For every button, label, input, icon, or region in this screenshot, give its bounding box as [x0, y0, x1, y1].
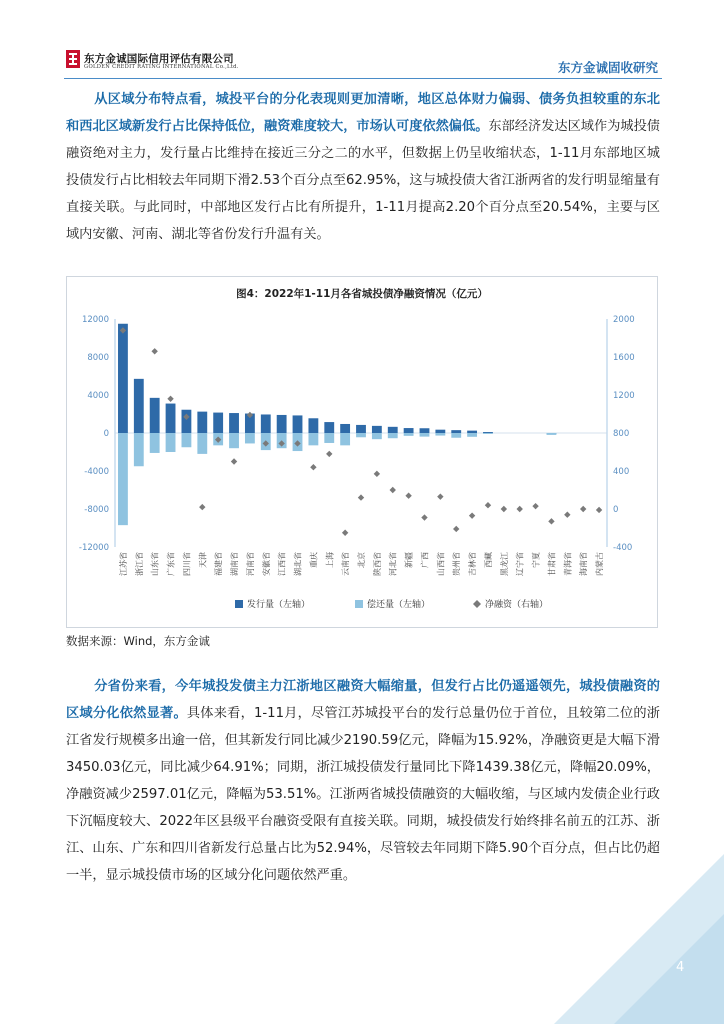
- x-tick-label: 河北省: [388, 552, 398, 576]
- bar-repay: [435, 433, 445, 436]
- page-number: 4: [676, 960, 685, 975]
- x-tick-label: 湖南省: [230, 552, 240, 576]
- bar-repay: [388, 433, 398, 438]
- y-right-tick-label: 1600: [613, 353, 635, 363]
- y-left-tick-label: 0: [103, 429, 109, 439]
- net-financing-point: [326, 451, 332, 457]
- x-tick-label: 陕西省: [372, 552, 382, 576]
- bar-issue: [324, 422, 334, 433]
- bar-repay: [451, 433, 461, 438]
- bar-repay: [134, 433, 144, 466]
- bar-issue: [308, 418, 318, 433]
- bar-repay: [118, 433, 128, 525]
- net-financing-point: [390, 487, 396, 493]
- x-tick-label: 广西: [420, 552, 430, 568]
- x-tick-label: 广东省: [166, 552, 176, 576]
- paragraph2-body: 具体来看，1-11月，尽管江苏城投平台的发行总量仍位于首位，且较第二位的浙江省发行规模多出逾一倍，但其新发行同比减少2190.59亿元，降幅为15.92%，净融资更是大幅下滑3450.03亿元，同比减少64.91%；同期，浙江城投债发行量同比下降1439.38亿元，降幅20.09%，净融资减少2597.01亿元，降幅为53.51%。江浙两省城投债融资的大幅收缩，与区域内发债企业行政下沉幅度较大、2022年区县级平台融资受限有直接关联。同期，城投债发行始终排名前五的江苏、浙江、山东、广东和四川省新发行总量占比为52.94%，尽管较去年同期下降5.90个百分点，但占比仍超一半，显示城投债市场的区域分化问题依然严重。: [66, 706, 660, 883]
- y-left-tick-label: 8000: [87, 353, 109, 363]
- legend-label-net: 净融资（右轴）: [485, 600, 549, 610]
- bar-issue: [451, 430, 461, 433]
- net-financing-point: [151, 348, 157, 354]
- net-financing-point: [199, 504, 205, 510]
- x-tick-label: 重庆: [309, 552, 319, 568]
- y-left-tick-label: -12000: [78, 543, 109, 553]
- x-tick-label: 四川省: [182, 552, 192, 576]
- net-financing-point: [517, 506, 523, 512]
- net-financing-point: [374, 471, 380, 477]
- x-tick-label: 西藏: [483, 552, 493, 568]
- y-right-tick-label: 0: [613, 505, 619, 515]
- x-tick-label: 浙江省: [134, 552, 144, 576]
- bar-issue: [181, 410, 191, 433]
- net-financing-point: [342, 530, 348, 536]
- x-tick-label: 江西省: [277, 552, 287, 576]
- net-financing-point: [532, 503, 538, 509]
- bar-issue: [229, 413, 239, 433]
- bar-issue: [388, 427, 398, 433]
- bar-issue: [197, 412, 207, 433]
- bar-issue: [166, 404, 176, 433]
- y-left-tick-label: 4000: [87, 391, 109, 401]
- y-right-tick-label: 800: [613, 429, 630, 439]
- x-tick-label: 上海: [325, 552, 335, 568]
- bar-repay: [356, 433, 366, 437]
- x-tick-label: 湖北省: [293, 552, 303, 576]
- bar-issue: [356, 425, 366, 433]
- net-financing-point: [564, 512, 570, 518]
- net-financing-point: [580, 506, 586, 512]
- bar-repay: [404, 433, 414, 436]
- source-note: 数据来源：Wind，东方金诚: [66, 634, 210, 648]
- bar-repay: [197, 433, 207, 454]
- bar-issue: [404, 428, 414, 433]
- bar-issue: [420, 428, 430, 433]
- bar-issue: [150, 398, 160, 433]
- net-financing-point: [485, 502, 491, 508]
- legend-label-issue: 发行量（左轴）: [247, 600, 311, 610]
- y-right-tick-label: 1200: [613, 391, 635, 401]
- y-right-tick-label: -400: [613, 543, 633, 553]
- x-tick-label: 天津: [198, 552, 208, 568]
- x-tick-label: 山西省: [436, 552, 446, 576]
- legend-label-repay: 偿还量（左轴）: [367, 600, 431, 610]
- bar-repay: [229, 433, 239, 448]
- company-name-en: GOLDEN CREDIT RATING INTERNATIONAL Co.,Ltd.: [84, 64, 239, 70]
- x-tick-label: 新疆: [404, 552, 414, 568]
- bar-issue: [134, 379, 144, 433]
- x-tick-label: 辽宁省: [515, 552, 525, 576]
- net-financing-point: [421, 514, 427, 520]
- x-tick-label: 安徽省: [261, 552, 271, 576]
- net-financing-point: [596, 507, 602, 513]
- net-financing-point: [405, 493, 411, 499]
- x-tick-label: 青海省: [563, 552, 573, 576]
- net-financing-point: [453, 526, 459, 532]
- bar-issue: [213, 413, 223, 433]
- bar-issue: [118, 324, 128, 433]
- bar-issue: [293, 415, 303, 433]
- x-tick-label: 甘肃省: [547, 552, 557, 576]
- bar-repay: [483, 433, 493, 434]
- bar-issue: [467, 431, 477, 433]
- bar-issue: [340, 424, 350, 433]
- bar-issue: [261, 414, 271, 433]
- paragraph2-highlight: 分省份来看，今年城投发债主力江浙地区融资大幅缩量，但发行占比仍遥遥领先，城投债融资的区域分化依然显著。: [66, 679, 660, 721]
- bar-repay: [181, 433, 191, 447]
- bar-repay: [150, 433, 160, 453]
- x-tick-label: 内蒙古: [595, 552, 605, 576]
- chart-svg: [67, 277, 657, 627]
- bar-issue: [372, 426, 382, 433]
- section-title: 东方金诚固收研究: [557, 60, 658, 75]
- net-financing-point: [548, 518, 554, 524]
- chart-net-financing: [66, 276, 658, 628]
- bar-issue: [435, 430, 445, 433]
- bar-repay: [547, 433, 557, 435]
- bar-issue: [277, 415, 287, 433]
- x-tick-label: 江苏省: [118, 552, 128, 576]
- legend-swatch-repay: [355, 600, 363, 608]
- x-tick-label: 宁夏: [531, 552, 541, 568]
- net-financing-point: [167, 396, 173, 402]
- net-financing-point: [501, 506, 507, 512]
- y-left-tick-label: 12000: [81, 315, 109, 325]
- bar-repay: [166, 433, 176, 452]
- net-financing-point: [231, 458, 237, 464]
- x-tick-label: 山东省: [150, 552, 160, 576]
- corner-decoration: [554, 854, 724, 1024]
- bar-issue: [483, 432, 493, 433]
- x-tick-label: 河南省: [245, 552, 255, 576]
- bar-repay: [340, 433, 350, 445]
- bar-repay: [420, 433, 430, 437]
- legend-swatch-net: [473, 600, 481, 608]
- bar-repay: [245, 433, 255, 443]
- paragraph1-body: 东部经济发达区域作为城投债融资绝对主力，发行量占比维持在接近三分之二的水平，但数据上仍呈收缩状态，1-11月东部地区城投债发行占比相较去年同期下滑2.53个百分点至62.95%，这与城投债大省江浙两省的发行明显缩量有直接关联。与此同时，中部地区发行占比有所提升，1-11月提高2.20个百分点至20.54%，主要与区域内安徽、河南、湖北等省份发行升温有关。: [66, 119, 660, 242]
- x-tick-label: 云南省: [341, 552, 351, 576]
- y-left-tick-label: -8000: [84, 505, 109, 515]
- bar-repay: [467, 433, 477, 437]
- header-divider: [64, 78, 662, 79]
- chart-title: 图4：2022年1-11月各省城投债净融资情况（亿元）: [236, 288, 488, 300]
- x-tick-label: 海南省: [579, 552, 589, 576]
- bar-repay: [308, 433, 318, 445]
- y-left-tick-label: -4000: [84, 467, 109, 477]
- page-header: [0, 0, 724, 80]
- x-tick-label: 吉林省: [468, 552, 478, 576]
- net-financing-point: [437, 493, 443, 499]
- x-tick-label: 黑龙江: [499, 552, 509, 576]
- company-logo-icon: [66, 50, 80, 68]
- net-financing-point: [358, 494, 364, 500]
- net-financing-point: [310, 464, 316, 470]
- net-financing-point: [469, 512, 475, 518]
- x-tick-label: 北京: [357, 552, 366, 568]
- bar-repay: [372, 433, 382, 439]
- legend-swatch-issue: [235, 600, 243, 608]
- y-right-tick-label: 2000: [613, 315, 635, 325]
- bar-repay: [324, 433, 334, 443]
- paragraph-regional-distribution: [66, 86, 660, 248]
- x-tick-label: 贵州省: [452, 552, 462, 576]
- y-right-tick-label: 400: [613, 467, 630, 477]
- company-name-cn: 东方金诚国际信用评估有限公司: [84, 53, 234, 65]
- paragraph1-highlight: 从区域分布特点看，城投平台的分化表现则更加清晰，地区总体财力偏弱、债务负担较重的东北和西北区域新发行占比保持低位，融资难度较大，市场认可度依然偏低。: [66, 92, 660, 134]
- x-tick-label: 福建省: [214, 552, 224, 576]
